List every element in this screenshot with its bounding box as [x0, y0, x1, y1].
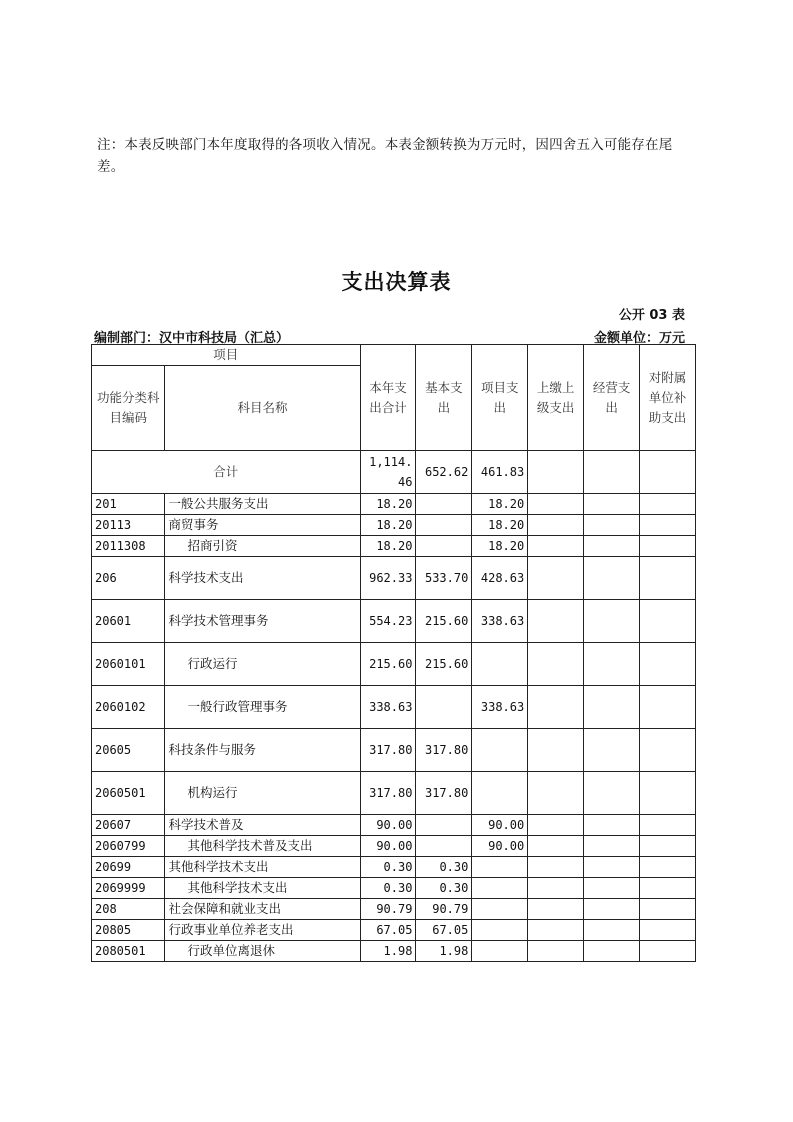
- table-row: [92, 494, 696, 515]
- row-subsidy: [640, 899, 696, 920]
- row-code: 208: [92, 899, 165, 920]
- row-name: 科学技术支出: [165, 557, 360, 600]
- row-name: 其他科学技术普及支出: [165, 836, 360, 857]
- total-total: 1,114.46: [360, 451, 416, 494]
- table-note: 注：本表反映部门本年度取得的各项收入情况。本表金额转换为万元时，因四舍五入可能存在尾差。: [97, 137, 673, 175]
- row-total: 317.80: [360, 772, 416, 815]
- row-name: 行政单位离退休: [165, 941, 360, 962]
- row-upper: [528, 643, 584, 686]
- row-upper: [528, 600, 584, 643]
- row-subsidy: [640, 686, 696, 729]
- row-basic: [416, 686, 472, 729]
- compiling-department: 编制部门：汉中市科技局（汇总）: [94, 331, 290, 346]
- row-total: 67.05: [360, 920, 416, 941]
- row-total: 554.23: [360, 600, 416, 643]
- header-basic: 基本支出: [416, 345, 472, 451]
- row-business: [584, 836, 640, 857]
- row-code: 2011308: [92, 536, 165, 557]
- row-project: 18.20: [472, 494, 528, 515]
- row-upper: [528, 899, 584, 920]
- row-total: 215.60: [360, 643, 416, 686]
- row-subsidy: [640, 557, 696, 600]
- table-row: [92, 536, 696, 557]
- total-label: 合计: [92, 451, 361, 494]
- row-upper: [528, 729, 584, 772]
- row-business: [584, 772, 640, 815]
- row-subsidy: [640, 815, 696, 836]
- header-total: 本年支出合计: [360, 345, 416, 451]
- row-project: 90.00: [472, 815, 528, 836]
- row-project: 338.63: [472, 600, 528, 643]
- row-code: 2060101: [92, 643, 165, 686]
- row-business: [584, 729, 640, 772]
- row-upper: [528, 857, 584, 878]
- total-project: 461.83: [472, 451, 528, 494]
- row-code: 20699: [92, 857, 165, 878]
- row-subsidy: [640, 941, 696, 962]
- row-total: 18.20: [360, 536, 416, 557]
- row-name: 科学技术普及: [165, 815, 360, 836]
- row-name: 行政运行: [165, 643, 360, 686]
- row-basic: 533.70: [416, 557, 472, 600]
- row-total: 18.20: [360, 494, 416, 515]
- row-total: 0.30: [360, 857, 416, 878]
- row-code: 20605: [92, 729, 165, 772]
- total-row: [92, 451, 696, 494]
- row-upper: [528, 494, 584, 515]
- row-name: 一般公共服务支出: [165, 494, 360, 515]
- row-name: 行政事业单位养老支出: [165, 920, 360, 941]
- table-row: [92, 772, 696, 815]
- row-code: 20113: [92, 515, 165, 536]
- row-subsidy: [640, 515, 696, 536]
- header-upper-payment: 上缴上级支出: [528, 345, 584, 451]
- row-basic: 1.98: [416, 941, 472, 962]
- row-project: [472, 772, 528, 815]
- table-row: [92, 815, 696, 836]
- header-project-expenditure: 项目支出: [472, 345, 528, 451]
- row-name: 一般行政管理事务: [165, 686, 360, 729]
- row-subsidy: [640, 643, 696, 686]
- header-project: 项目: [92, 345, 361, 366]
- table-row: [92, 515, 696, 536]
- row-total: 90.79: [360, 899, 416, 920]
- row-subsidy: [640, 600, 696, 643]
- table-row: [92, 920, 696, 941]
- row-code: 2060102: [92, 686, 165, 729]
- table-row: [92, 600, 696, 643]
- row-name: 科学技术管理事务: [165, 600, 360, 643]
- row-business: [584, 686, 640, 729]
- row-code: 2060501: [92, 772, 165, 815]
- total-basic: 652.62: [416, 451, 472, 494]
- row-code: 20601: [92, 600, 165, 643]
- row-business: [584, 920, 640, 941]
- row-business: [584, 941, 640, 962]
- row-project: [472, 941, 528, 962]
- row-total: 18.20: [360, 515, 416, 536]
- header-name: 科目名称: [165, 366, 360, 451]
- row-basic: 215.60: [416, 600, 472, 643]
- row-subsidy: [640, 836, 696, 857]
- row-total: 1.98: [360, 941, 416, 962]
- row-code: 2060799: [92, 836, 165, 857]
- row-business: [584, 643, 640, 686]
- row-basic: 215.60: [416, 643, 472, 686]
- row-basic: [416, 536, 472, 557]
- row-code: 206: [92, 557, 165, 600]
- table-row: [92, 899, 696, 920]
- row-subsidy: [640, 857, 696, 878]
- row-code: 2069999: [92, 878, 165, 899]
- row-basic: [416, 515, 472, 536]
- row-project: [472, 729, 528, 772]
- row-project: 428.63: [472, 557, 528, 600]
- row-upper: [528, 772, 584, 815]
- row-basic: 67.05: [416, 920, 472, 941]
- row-project: [472, 878, 528, 899]
- row-project: 338.63: [472, 686, 528, 729]
- row-business: [584, 557, 640, 600]
- total-upper: [528, 451, 584, 494]
- row-upper: [528, 920, 584, 941]
- table-number: 公开 03 表: [618, 308, 685, 323]
- row-basic: [416, 494, 472, 515]
- row-project: 90.00: [472, 836, 528, 857]
- header-subsidy: 对附属单位补助支出: [640, 345, 696, 451]
- row-name: 社会保障和就业支出: [165, 899, 360, 920]
- row-project: [472, 643, 528, 686]
- row-upper: [528, 557, 584, 600]
- row-name: 科技条件与服务: [165, 729, 360, 772]
- table-row: [92, 557, 696, 600]
- row-upper: [528, 836, 584, 857]
- row-upper: [528, 536, 584, 557]
- row-code: 201: [92, 494, 165, 515]
- row-upper: [528, 815, 584, 836]
- row-name: 商贸事务: [165, 515, 360, 536]
- table-row: [92, 857, 696, 878]
- row-project: 18.20: [472, 515, 528, 536]
- table-row: [92, 878, 696, 899]
- row-name: 机构运行: [165, 772, 360, 815]
- row-subsidy: [640, 772, 696, 815]
- row-name: 其他科学技术支出: [165, 857, 360, 878]
- row-code: 20805: [92, 920, 165, 941]
- header-code: 功能分类科目编码: [92, 366, 165, 451]
- row-basic: 317.80: [416, 772, 472, 815]
- row-name: 其他科学技术支出: [165, 878, 360, 899]
- row-total: 338.63: [360, 686, 416, 729]
- row-business: [584, 536, 640, 557]
- row-upper: [528, 686, 584, 729]
- row-business: [584, 600, 640, 643]
- row-total: 317.80: [360, 729, 416, 772]
- row-total: 90.00: [360, 836, 416, 857]
- row-basic: 0.30: [416, 857, 472, 878]
- table-row: [92, 836, 696, 857]
- row-business: [584, 815, 640, 836]
- row-subsidy: [640, 494, 696, 515]
- row-subsidy: [640, 729, 696, 772]
- expenditure-table: [91, 344, 696, 962]
- row-project: [472, 899, 528, 920]
- total-business: [584, 451, 640, 494]
- table-row: [92, 941, 696, 962]
- row-business: [584, 899, 640, 920]
- row-subsidy: [640, 878, 696, 899]
- table-row: [92, 729, 696, 772]
- row-code: 20607: [92, 815, 165, 836]
- row-code: 2080501: [92, 941, 165, 962]
- total-subsidy: [640, 451, 696, 494]
- row-name: 招商引资: [165, 536, 360, 557]
- row-total: 962.33: [360, 557, 416, 600]
- row-basic: 317.80: [416, 729, 472, 772]
- row-basic: [416, 815, 472, 836]
- row-business: [584, 878, 640, 899]
- row-upper: [528, 878, 584, 899]
- header-business: 经营支出: [584, 345, 640, 451]
- row-basic: 0.30: [416, 878, 472, 899]
- page-title: 支出决算表: [341, 270, 452, 294]
- row-basic: [416, 836, 472, 857]
- amount-unit: 金额单位：万元: [593, 331, 685, 346]
- row-upper: [528, 515, 584, 536]
- row-subsidy: [640, 920, 696, 941]
- row-total: 90.00: [360, 815, 416, 836]
- table-row: [92, 686, 696, 729]
- row-business: [584, 515, 640, 536]
- row-business: [584, 494, 640, 515]
- row-total: 0.30: [360, 878, 416, 899]
- row-project: [472, 920, 528, 941]
- row-subsidy: [640, 536, 696, 557]
- row-basic: 90.79: [416, 899, 472, 920]
- row-project: [472, 857, 528, 878]
- table-row: [92, 643, 696, 686]
- row-business: [584, 857, 640, 878]
- row-project: 18.20: [472, 536, 528, 557]
- row-upper: [528, 941, 584, 962]
